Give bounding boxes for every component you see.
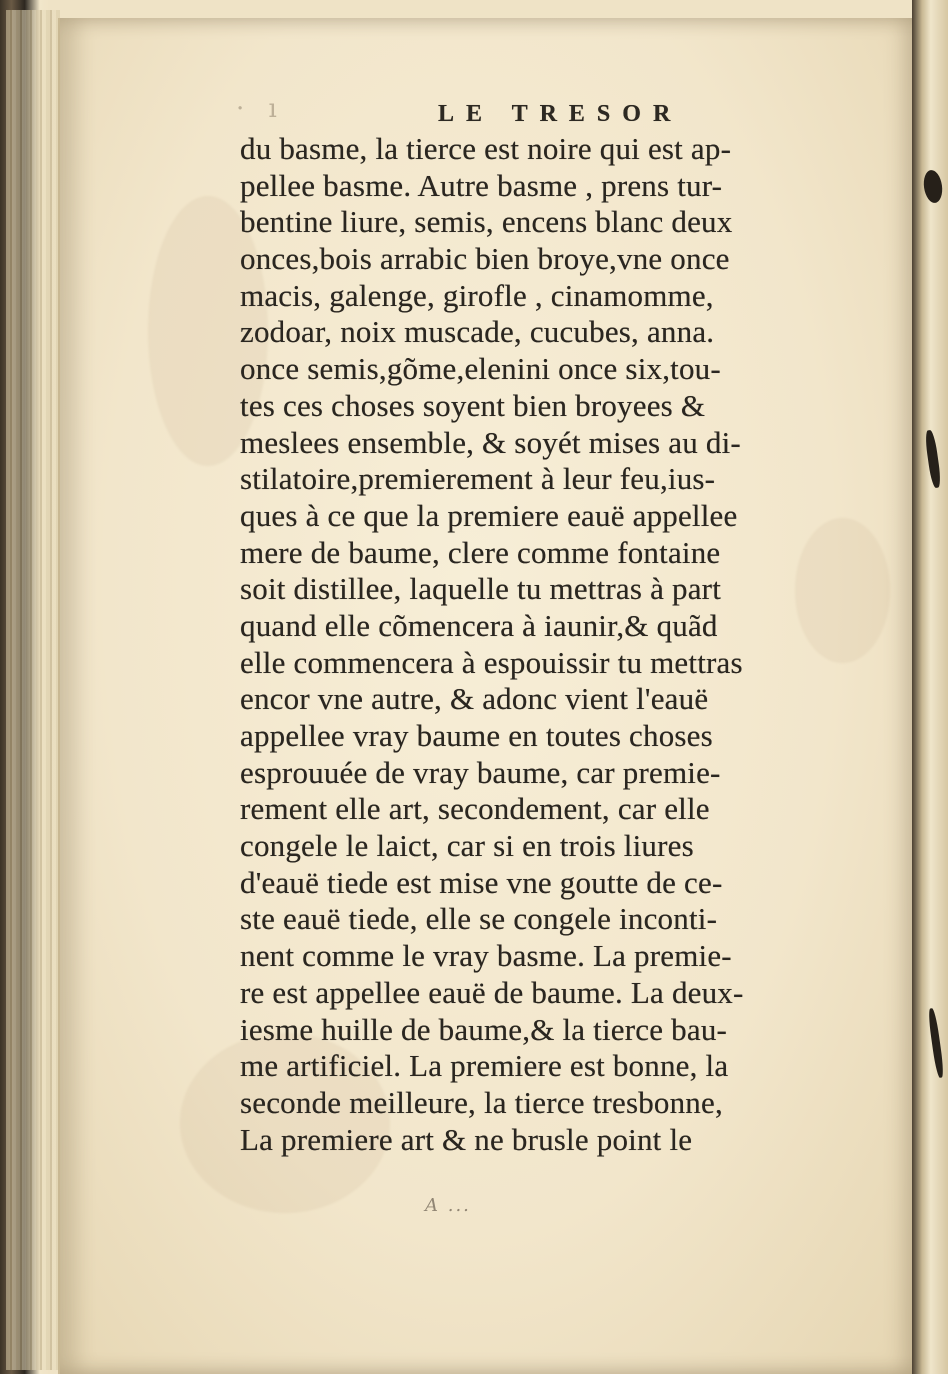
- body-text: [240, 131, 852, 1158]
- text-line: re est appellee eauë de baume. La deux-: [240, 974, 744, 1010]
- text-line: ste eauë tiede, elle se congele inconti-: [240, 901, 718, 937]
- text-line: iesme huille de baume,& la tierce bau-: [240, 1011, 728, 1047]
- text-line: congele le laict, car si en trois liures: [240, 828, 694, 864]
- text-line: soit distillee, laquelle tu mettras à part: [240, 571, 722, 607]
- text-line: bentine liure, semis, encens blanc deux: [240, 204, 733, 240]
- text-line: mere de baume, clere comme fontaine: [240, 534, 721, 570]
- running-header: LE TRESOR: [438, 101, 683, 127]
- text-line: tes ces choses soyent bien broyees &: [240, 387, 706, 423]
- faint-page-number: · ı: [236, 94, 285, 124]
- stacked-page-edges: [6, 10, 60, 1370]
- text-line: macis, galenge, girofle , cinamomme,: [240, 277, 714, 313]
- text-line: quand elle cõmencera à iaunir,& quãd: [240, 607, 718, 643]
- text-line: pellee basme. Autre basme , prens tur-: [240, 167, 723, 203]
- facing-page-edge: [912, 0, 948, 1374]
- text-line: ques à ce que la premiere eauë appellee: [240, 497, 738, 533]
- text-line: zodoar, noix muscade, cucubes, anna.: [240, 314, 715, 350]
- text-line: du basme, la tierce est noire qui est ap-: [240, 131, 732, 166]
- text-line: onces,bois arrabic bien broye,vne once: [240, 241, 730, 277]
- text-line: La premiere art & ne brusle point le: [240, 1121, 693, 1157]
- text-line: once semis,gõme,elenini once six,tou-: [240, 351, 721, 387]
- text-line: esprouuée de vray baume, car premie-: [240, 754, 721, 790]
- text-line: d'eauë tiede est mise vne goutte de ce-: [240, 864, 723, 900]
- text-line: nent comme le vray basme. La premie-: [240, 938, 732, 974]
- text-line: elle commencera à espouissir tu mettras: [240, 644, 743, 680]
- text-line: meslees ensemble, & soyét mises au di-: [240, 424, 741, 460]
- text-line: rement elle art, secondement, car elle: [240, 791, 710, 827]
- text-line: me artificiel. La premiere est bonne, la: [240, 1048, 729, 1084]
- text-line: appellee vray baume en toutes choses: [240, 718, 713, 753]
- text-line: seconde meilleure, la tierce tresbonne,: [240, 1084, 723, 1120]
- text-line: stilatoire,premierement à leur feu,ius-: [240, 461, 716, 497]
- text-line: encor vne autre, & adonc vient l'eauë: [240, 681, 709, 717]
- handwritten-scrawl: A ...: [425, 1195, 471, 1216]
